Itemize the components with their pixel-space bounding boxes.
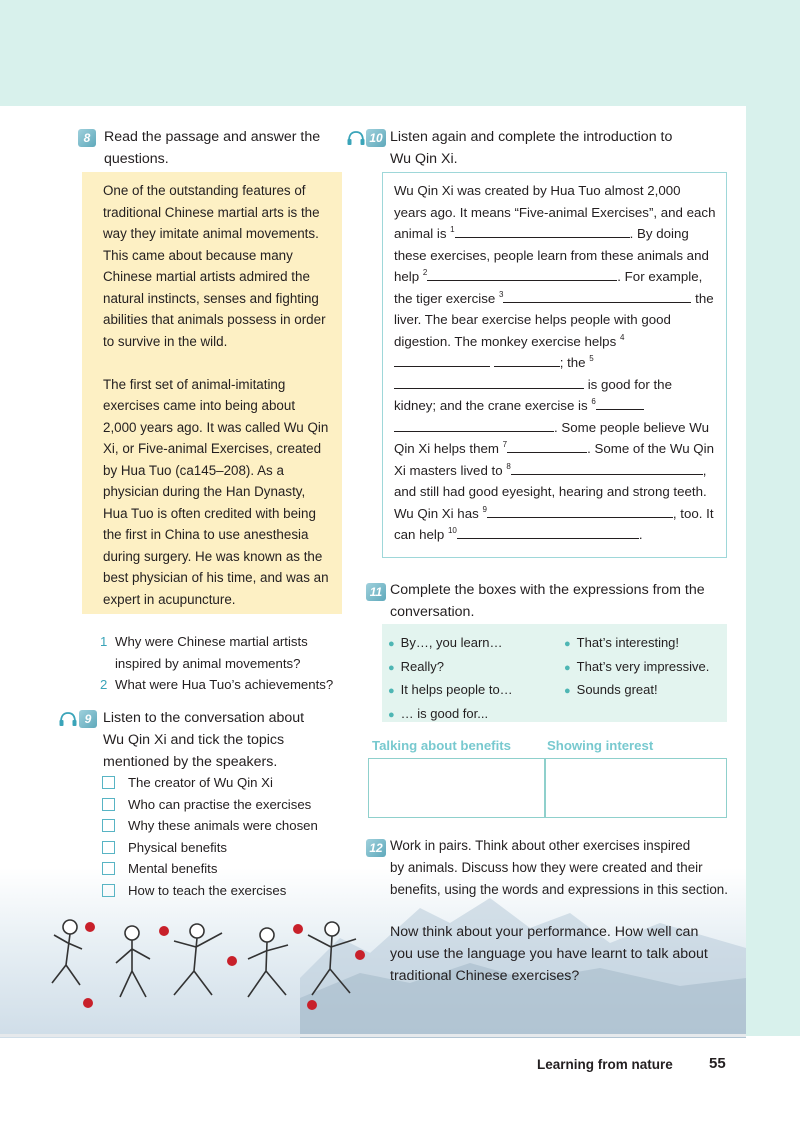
answer-table[interactable] — [368, 758, 727, 818]
exercise-number-10: 10 — [366, 129, 386, 147]
expressions-left-column — [388, 632, 513, 726]
checkbox[interactable] — [102, 862, 115, 875]
question-item — [100, 674, 345, 696]
passage-paragraph-2: The first set of animal-imitating exercises came into being about 2,000 years ago. It was called Wu Qin Xi, or Five-animal Exercises, created by Hua Tuo (ca145–208). As a physician during the Han Dynasty, Hua Tuo is often credited with being the first in China to use anesthesia during surgery. He was known as the best physician of his time, and was an expert in acupuncture. — [103, 376, 329, 607]
reflection-prompt: Now think about your performance. How well can you use the language you have learnt to talk about traditional Chinese exercises? — [390, 924, 708, 984]
question-text: What were Hua Tuo’s achievements? — [115, 677, 334, 692]
expression-item: ● By…, you learn… — [388, 635, 503, 650]
expression-item: ● That’s interesting! — [564, 635, 680, 650]
answer-blank-6a[interactable] — [596, 396, 644, 410]
exercise-number-8: 8 — [78, 129, 96, 147]
topic-item[interactable]: Mental benefits — [102, 858, 342, 880]
answer-blank-9[interactable] — [487, 504, 673, 518]
answer-blank-6b[interactable] — [394, 418, 554, 432]
checkbox[interactable] — [102, 776, 115, 789]
topic-item[interactable]: Physical benefits — [102, 837, 342, 859]
gap-fill-introduction: Wu Qin Xi was created by Hua Tuo almost 2,000 years ago. It means “Five-animal Exercises”, and each animal is $^1$ . By doing these exercises, people learn from these animals and help $^2$ . For example, the tiger exercise $^3$ the liver. The bear exercise helps people with good digestion. The monkey exercise helps $^4$ ; the $^5$ is good for the kidney; and the crane exercise is $^6$ . Some people believe Wu Qin Xi helps them $^7$ . Some of the Wu Qin Xi masters lived to $^8$ , and still had good eyesight, hearing and strong teeth. Wu Qin Xi has $^9$ , too. It can help $^{10}$ . — [382, 172, 727, 558]
answer-blank-4a[interactable] — [394, 353, 490, 367]
answer-blank-8[interactable] — [511, 461, 703, 475]
reading-passage — [82, 172, 342, 614]
expressions-right-column — [564, 632, 709, 703]
expression-item: ● Really? — [388, 658, 445, 674]
answer-blank-5[interactable] — [394, 375, 584, 389]
page-number: 55 — [709, 1055, 726, 1072]
section-10-heading: Listen again and complete the introduction to Wu Qin Xi. — [390, 129, 673, 167]
checkbox[interactable] — [102, 884, 115, 897]
exercise-number-9: 9 — [79, 710, 97, 728]
topic-checklist — [102, 772, 342, 901]
topic-item[interactable]: The creator of Wu Qin Xi — [102, 772, 342, 794]
section-9-heading: Listen to the conversation about Wu Qin Xi and tick the topics mentioned by the speakers. — [103, 710, 305, 770]
expression-item: ● That’s very impressive. — [564, 658, 710, 674]
expressions-box — [382, 624, 727, 722]
answer-blank-4b[interactable] — [494, 353, 560, 367]
checkbox[interactable] — [102, 819, 115, 832]
exercise-number-12: 12 — [366, 839, 386, 857]
topic-item[interactable]: Why these animals were chosen — [102, 815, 342, 837]
answer-blank-2[interactable] — [427, 267, 617, 281]
topic-item[interactable]: How to teach the exercises — [102, 880, 342, 902]
top-band — [0, 0, 800, 106]
answer-blank-10[interactable] — [457, 525, 639, 539]
interest-column-title: Showing interest — [547, 738, 654, 753]
headphones-icon — [346, 129, 366, 147]
martial-arts-figures-illustration — [42, 905, 372, 1025]
expression-item: ● … is good for... — [388, 705, 489, 721]
topic-item[interactable]: Who can practise the exercises — [102, 794, 342, 816]
checkbox[interactable] — [102, 798, 115, 811]
expression-item: ● Sounds great! — [564, 682, 658, 697]
checkbox[interactable] — [102, 841, 115, 854]
benefits-column-title: Talking about benefits — [372, 738, 511, 753]
page-divider — [0, 1034, 746, 1037]
answer-blank-7[interactable] — [507, 439, 587, 453]
footer-unit-title: Learning from nature — [537, 1057, 673, 1072]
question-number: 2 — [100, 677, 108, 692]
table-divider — [544, 759, 546, 817]
section-8-heading: Read the passage and answer the questions. — [104, 129, 321, 167]
expression-item: ● It helps people to… — [388, 682, 513, 697]
exercise-number-11: 11 — [366, 583, 386, 601]
passage-paragraph-1: One of the outstanding features of traditional Chinese martial arts is the way they imitate animal movements. This came about because many Chinese martial artists admired the natural instincts, senses and fighting abilities that animals possess in order to survive in the wild. — [103, 183, 326, 349]
answer-blank-1[interactable] — [455, 224, 630, 238]
right-margin-band — [746, 106, 800, 1036]
question-text: Why were Chinese martial artists inspired by animal movements? — [115, 634, 308, 671]
section-11-heading: Complete the boxes with the expressions from the conversation. — [390, 582, 705, 620]
section-12-instructions: Work in pairs. Think about other exercises inspired by animals. Discuss how they were created and their benefits, using the words and expressions in this section. — [390, 838, 728, 897]
headphones-icon — [58, 710, 78, 728]
comprehension-questions — [100, 631, 345, 696]
question-number: 1 — [100, 634, 108, 649]
answer-blank-3[interactable] — [503, 289, 691, 303]
question-item — [100, 631, 345, 674]
